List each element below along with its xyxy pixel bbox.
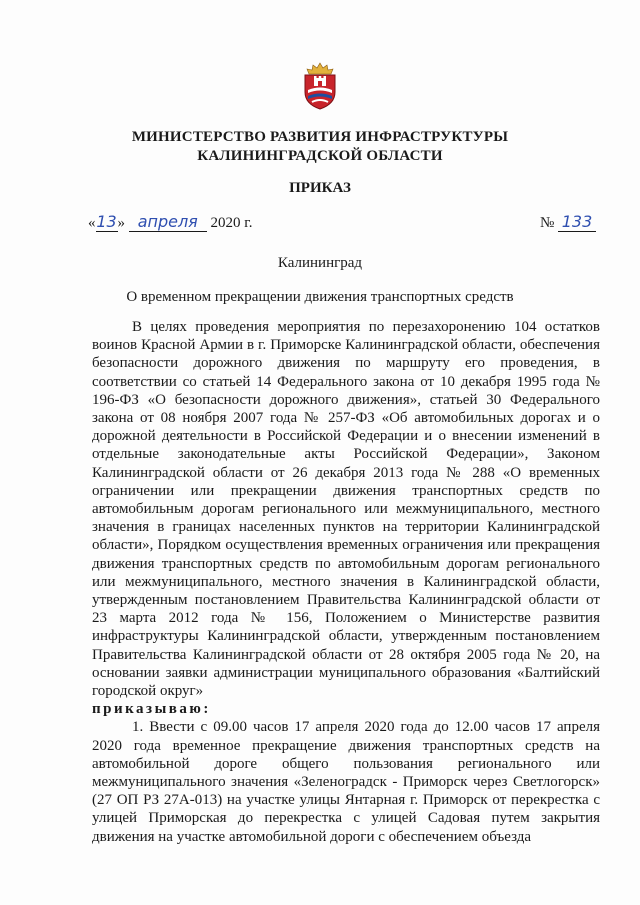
- date-day-field: [96, 214, 118, 232]
- date-open-quote: «: [88, 215, 96, 231]
- item-1-paragraph: 1. Ввести с 09.00 часов 17 апреля 2020 года до 12.00 часов 17 апреля 2020 года временное прекращение движения транспортных средств на автомобильной дороге общего пользования регионального или межмуниципального значения «Зеленоградск - Приморск через Светлогорск» (27 ОП РЗ 27А-013) на участке улицы Янтарная г. Приморск от перекрестка с улицей Приморская до перекрестка с улицей Садовая путем закрытия движения на участке автомобильной дороги с обеспечением объезда: [92, 719, 600, 845]
- coat-of-arms-emblem: [300, 62, 340, 110]
- ministry-name-line1: МИНИСТЕРСТВО РАЗВИТИЯ ИНФРАСТРУКТУРЫ: [131, 129, 509, 145]
- ministry-name-line2: КАЛИНИНГРАДСКОЙ ОБЛАСТИ: [197, 148, 443, 164]
- number-field: [558, 214, 596, 232]
- city-name: Калининград: [277, 255, 363, 271]
- order-word: приказываю:: [92, 701, 211, 718]
- order-body: [92, 318, 600, 846]
- date-month: апреля: [137, 212, 198, 231]
- number-sign: №: [539, 215, 555, 231]
- order-title: ПРИКАЗ: [289, 180, 351, 196]
- ministry-name: [0, 128, 640, 166]
- date-close-quote: »: [117, 215, 125, 231]
- order-number: [540, 214, 596, 232]
- preamble-paragraph: В целях проведения мероприятия по перезахоронению 104 остатков воинов Красной Армии в г. Приморске Калининградской области, обеспечения безопасности дорожного движения по маршруту его проведения, в соответствии со статьей 14 Федерального закона от 10 декабря 1995 года № 196-ФЗ «О безопасности дорожного движения», статьей 30 Федерального закона от 08 ноября 2007 года № 257-ФЗ «Об автомобильных дорогах и о дорожной деятельности в Российской Федерации и о внесении изменений в отдельные законодательные акты Российской Федерации», Законом Калининградской области от 26 декабря 2013 года № 288 «О временных ограничении или прекращении движения транспортных средств по автомобильным дорогам регионального или межмуниципального, местного значения в границах населенных пунктов на территории Калининградской области», Порядком осуществления временных ограничения или прекращения движения транспортных средств по автомобильным дорогам регионального или межмуниципального, местного значения в Калининградской области, утвержденным постановлением Правительства Калининградской области от 23 марта 2012 года № 156, Положением о Министерстве развития инфраструктуры Калининградской области, утвержденным постановлением Правительства Калининградской области от 28 октября 2005 года № 20, на основании заявки администрации муниципального образования «Балтийский городской округ»: [92, 319, 600, 700]
- order-date: [88, 214, 252, 232]
- date-day: 13: [96, 212, 117, 231]
- date-month-field: [129, 214, 207, 232]
- number-value: 133: [561, 212, 593, 231]
- date-year: 2020 г.: [210, 215, 253, 231]
- order-subject: О временном прекращении движения транспортных средств: [126, 289, 514, 305]
